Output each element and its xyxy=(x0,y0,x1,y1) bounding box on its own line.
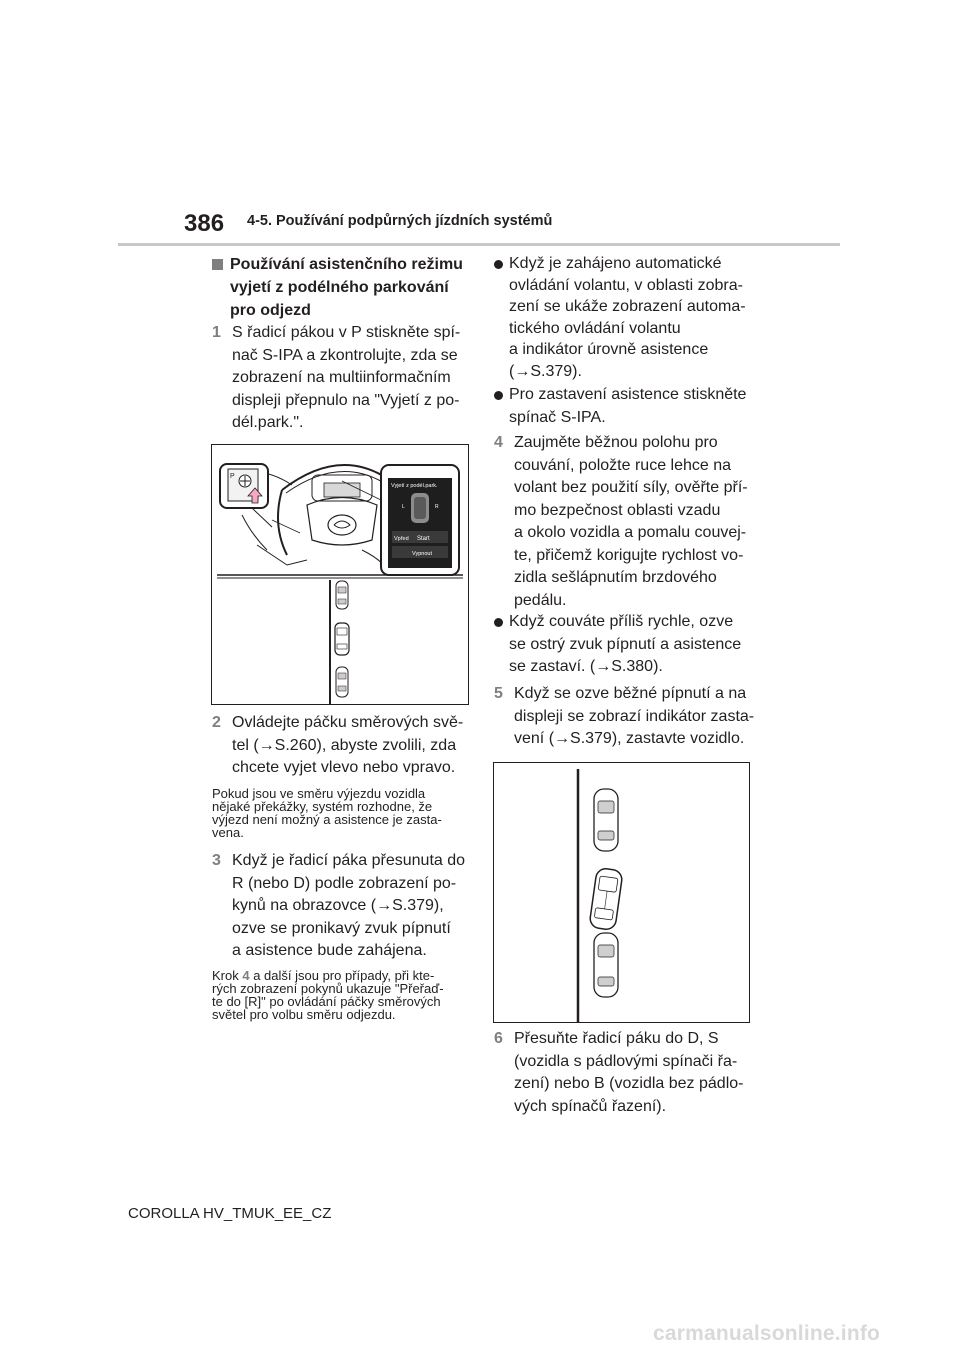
bullet-stop-assist xyxy=(494,384,764,430)
step-line: dél.park.". xyxy=(232,414,304,431)
note-line: světel pro volbu směru odjezdu. xyxy=(212,1007,396,1022)
step-line: pedálu. xyxy=(514,591,567,609)
bullet-line: se ostrý zvuk pípnutí a asistence xyxy=(509,635,742,653)
step-line: displeji přepnulo na "Vyjetí z po- xyxy=(232,391,460,409)
note-line-text: a další jsou pro případy, při kte- xyxy=(249,968,435,983)
step-line: zobrazení na multiinformačním xyxy=(232,369,451,386)
step-4 xyxy=(494,432,764,612)
bullet-line: spínač S-IPA. xyxy=(509,408,606,426)
step-number: 6 xyxy=(494,1030,503,1047)
step-line: S řadicí pákou v P stiskněte spí- xyxy=(232,324,461,341)
step-line: couvání, položte ruce lehce na xyxy=(514,456,732,474)
step-6 xyxy=(494,1028,764,1120)
step-line: tel (→S.260), abyste zvolili, zda xyxy=(232,736,457,754)
figure-dashboard-parking xyxy=(211,444,469,705)
bullet-line: tického ovládání volantu xyxy=(509,319,681,337)
screen-start-button: Start xyxy=(417,536,430,542)
step-number: 1 xyxy=(212,324,221,341)
screen-left-label: L xyxy=(402,504,405,510)
note-line: vena. xyxy=(212,825,244,840)
note-line: te do [R]" po ovládání páčky směrových xyxy=(212,994,441,1009)
bullet-line: zení se ukáže zobrazení automa- xyxy=(509,298,746,315)
screen-title: Vyjetí z podél.park. xyxy=(391,483,438,489)
bullet-too-fast xyxy=(494,611,764,679)
parked-car-top-icon xyxy=(336,581,348,609)
own-car-icon xyxy=(589,867,623,930)
heading-text: Používání asistenčního režimu vyjetí z podélného parkování pro odjezd xyxy=(230,256,463,319)
header-divider xyxy=(118,243,840,246)
step-line: Když je řadicí páka přesunuta do xyxy=(232,852,466,869)
step-2 xyxy=(212,712,474,782)
step-line: a okolo vozidla a pomalu couvej- xyxy=(514,524,747,541)
note-prefix: Krok xyxy=(212,968,243,983)
step-line: nač S-IPA a zkontrolujte, zda se xyxy=(232,346,458,364)
step-3 xyxy=(212,850,474,965)
note-line: nějaké překážky, systém rozhodne, že xyxy=(212,799,433,814)
step-line: volant bez použití síly, ověřte pří- xyxy=(514,479,748,496)
note-step-number: 4 xyxy=(242,968,250,983)
step-line: zidla sešlápnutím brzdového xyxy=(514,569,717,586)
step-number: 2 xyxy=(212,714,221,731)
dashboard-illustration xyxy=(212,445,468,704)
step-number: 4 xyxy=(494,434,503,451)
parked-car-front-icon xyxy=(594,789,618,851)
bullet-line: Když je zahájeno automatické xyxy=(509,255,722,272)
figure-parking-diagram xyxy=(493,762,750,1023)
note-line: výjezd není možný a asistence je zasta- xyxy=(212,812,442,827)
parking-diagram xyxy=(494,763,749,1022)
step-line: displeji se zobrazí indikátor zasta- xyxy=(514,707,755,725)
bullet-dot-icon xyxy=(494,260,503,269)
bullet-line: Pro zastavení asistence stiskněte xyxy=(509,386,747,403)
bullet-dot-icon xyxy=(494,391,503,400)
note-line: rých zobrazení pokynů ukazuje "Přeřaď- xyxy=(212,981,444,996)
screen-off-button: Vypnout xyxy=(412,551,432,557)
step-line: chcete vyjet vlevo nebo vpravo. xyxy=(232,759,456,776)
step-line: Přesuňte řadicí páku do D, S xyxy=(514,1030,719,1047)
section-title: 4-5. Používání podpůrných jízdních systémů xyxy=(247,213,553,229)
step-line: R (nebo D) podle zobrazení po- xyxy=(232,874,457,892)
bullet-line: a indikátor úrovně asistence xyxy=(509,341,709,358)
step-number: 5 xyxy=(494,685,503,702)
note-step4 xyxy=(212,969,474,1021)
watermark: carmanualsonline.info xyxy=(653,1322,881,1345)
bullet-steering xyxy=(494,253,764,391)
note-line: Pokud jsou ve směru výjezdu vozidla xyxy=(212,786,426,801)
step-line: (vozidla s pádlovými spínači řa- xyxy=(514,1052,738,1070)
step-line: Zaujměte běžnou polohu pro xyxy=(514,434,718,451)
own-car-icon xyxy=(335,623,349,655)
footer-model-code: COROLLA HV_TMUK_EE_CZ xyxy=(128,1205,332,1222)
step-1 xyxy=(212,322,474,437)
parked-car-bottom-icon xyxy=(336,667,348,697)
bullet-line: (→S.379). xyxy=(509,362,582,380)
page-number: 386 xyxy=(184,210,225,237)
step-line: a asistence bude zahájena. xyxy=(232,942,427,959)
step-line: Ovládejte páčku směrových svě- xyxy=(232,714,464,731)
parked-car-rear-icon xyxy=(594,933,618,997)
step-line: ozve se pronikavý zvuk pípnutí xyxy=(232,919,451,937)
bullet-line: se zastaví. (→S.380). xyxy=(509,658,663,675)
step-line: vení (→S.379), zastavte vozidlo. xyxy=(514,730,745,747)
p-switch-label: P xyxy=(230,473,235,480)
screen-start-prefix: Vpřed xyxy=(394,536,409,542)
step-line: Když se ozve běžné pípnutí a na xyxy=(514,685,747,702)
bullet-line: ovládání volantu, v oblasti zobra- xyxy=(509,276,743,294)
bullet-dot-icon xyxy=(494,618,503,627)
step-line: kynů na obrazovce (→S.379), xyxy=(232,897,444,914)
step-5 xyxy=(494,683,764,751)
step-number: 3 xyxy=(212,852,221,869)
heading-square-icon xyxy=(212,259,223,270)
step-line: mo bezpečnost oblasti vzadu xyxy=(514,501,721,519)
note-obstacles xyxy=(212,787,474,839)
bullet-line: Když couváte příliš rychle, ozve xyxy=(509,613,734,630)
step-line: zení) nebo B (vozidla bez pádlo- xyxy=(514,1075,744,1092)
screen-right-label: R xyxy=(435,504,439,510)
step-line: vých spínačů řazení). xyxy=(514,1097,667,1115)
step-line: te, přičemž korigujte rychlost vo- xyxy=(514,546,744,564)
